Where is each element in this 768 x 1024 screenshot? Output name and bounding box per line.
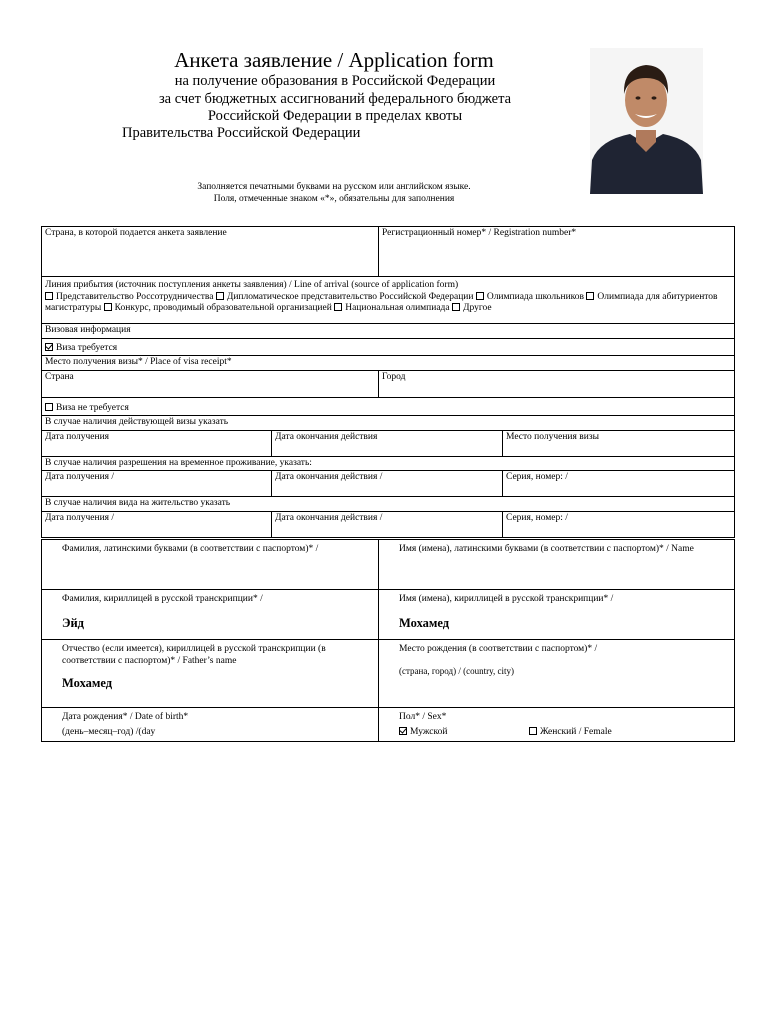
arrival-option-rossotrudnichestvo[interactable]: Представительство Россотрудничества [45, 292, 213, 302]
visa-place-label: Место получения визы* / Place of visa receipt* [42, 356, 735, 371]
temp-expiry-field[interactable]: Дата окончания действия / [272, 471, 503, 497]
checkbox-checked-icon [45, 343, 53, 351]
sex-male-option[interactable]: Мужской [399, 726, 447, 738]
visa-info-table [41, 226, 735, 538]
checkbox-icon [45, 403, 53, 411]
rp-date-received-field[interactable]: Дата получения / [42, 511, 272, 537]
subtitle-line-3: Российской Федерации в пределах квоты [207, 108, 463, 124]
visa-place-received-field[interactable]: Место получения визы [503, 430, 735, 456]
line-of-arrival-label: Линия прибытия (источник поступления анкеты заявления) / Line of arrival (source of application form) [45, 280, 459, 290]
temp-series-number-field[interactable]: Серия, номер: / [503, 471, 735, 497]
visa-required-option[interactable]: Виза требуется [42, 338, 735, 356]
checkbox-icon [104, 303, 112, 311]
country-field[interactable] [42, 227, 379, 277]
temp-residence-label: В случае наличия разрешения на временное проживание, указать: [42, 456, 735, 471]
residence-permit-label: В случае наличия вида на жительство указать [42, 497, 735, 512]
patronymic-field[interactable]: Отчество (если имеется), кириллицей в русской транскрипции (в соответствии с паспортом)* / Father’s name Мохамед [42, 640, 379, 708]
note-line-1: Заполняется печатными буквами на русском или английском языке. [197, 182, 471, 192]
name-cyrillic-value: Мохамед [399, 616, 450, 630]
reg-number-label: Регистрационный номер* / Registration number* [382, 228, 577, 238]
arrival-option-other[interactable]: Другое [452, 303, 492, 313]
subtitle-line-1: на получение образования в Российской Федерации [174, 73, 496, 89]
subtitle-line-4: Правительства Российской Федерации [122, 125, 361, 141]
arrival-option-masters-olympiad[interactable]: Олимпиада для абитуриентов магистратуры [45, 291, 718, 313]
reg-number-field[interactable] [379, 227, 735, 277]
personal-info-table [41, 539, 735, 742]
visa-date-received-field[interactable]: Дата получения [42, 430, 272, 456]
checkbox-checked-icon [399, 727, 407, 735]
birthplace-field[interactable]: Место рождения (в соответствии с паспортом)* / (страна, город) / (country, city) [379, 640, 735, 708]
checkbox-icon [45, 292, 53, 300]
valid-visa-label: В случае наличия действующей визы указать [42, 416, 735, 431]
country-label: Страна, в которой подается анкета заявление [45, 228, 227, 238]
visa-not-required-option[interactable]: Виза не требуется [42, 397, 735, 416]
arrival-option-competition[interactable]: Конкурс, проводимый образовательной организацией [104, 303, 332, 313]
name-cyrillic-field[interactable]: Имя (имена), кириллицей в русской транскрипции* / Мохамед [379, 590, 735, 640]
checkbox-icon [334, 303, 342, 311]
temp-date-received-field[interactable]: Дата получения / [42, 471, 272, 497]
subtitle-line-2: за счет бюджетных ассигнований федерального бюджета [158, 91, 512, 107]
rp-series-number-field[interactable]: Серия, номер: / [503, 511, 735, 537]
line-of-arrival-cell [42, 277, 735, 324]
sex-female-option[interactable]: Женский / Female [529, 726, 612, 738]
checkbox-icon [529, 727, 537, 735]
checkbox-icon [476, 292, 484, 300]
visa-expiry-field[interactable]: Дата окончания действия [272, 430, 503, 456]
patronymic-value: Мохамед [62, 676, 113, 690]
arrival-option-diplomatic[interactable]: Дипломатическое представительство Российской Федерации [216, 292, 474, 302]
visa-info-header: Визовая информация [42, 324, 735, 339]
visa-country-field[interactable]: Страна [42, 370, 379, 397]
name-latin-field[interactable]: Имя (имена), латинскими буквами (в соответствии с паспортом)* / Name [379, 540, 735, 590]
birthplace-hint: (страна, город) / (country, city) [399, 666, 515, 676]
checkbox-icon [452, 303, 460, 311]
checkbox-icon [216, 292, 224, 300]
surname-latin-field[interactable]: Фамилия, латинскими буквами (в соответствии с паспортом)* / [42, 540, 379, 590]
dob-field[interactable]: Дата рождения* / Date of birth* (день–месяц–год) /(day [42, 708, 379, 742]
rp-expiry-field[interactable]: Дата окончания действия / [272, 511, 503, 537]
sex-field: Пол* / Sex* Мужской Женский / Female [379, 708, 735, 742]
checkbox-icon [586, 292, 594, 300]
visa-city-field[interactable]: Город [379, 370, 735, 397]
surname-cyrillic-value: Эйд [62, 616, 85, 630]
page-title: Анкета заявление / Application form [174, 48, 494, 72]
arrival-option-national-olympiad[interactable]: Национальная олимпиада [334, 303, 449, 313]
note-line-2: Поля, отмеченные знаком «*», обязательны для заполнения [213, 194, 455, 204]
arrival-option-school-olympiad[interactable]: Олимпиада школьников [476, 292, 584, 302]
applicant-photo [590, 48, 703, 194]
surname-cyrillic-field[interactable]: Фамилия, кириллицей в русской транскрипции* / Эйд [42, 590, 379, 640]
